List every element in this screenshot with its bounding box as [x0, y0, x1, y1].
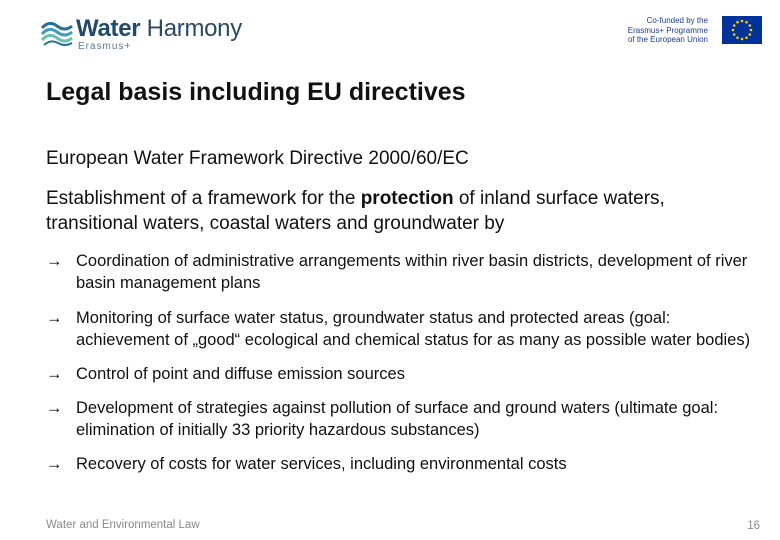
intro-text-start: Establishment of a framework for the — [46, 188, 361, 209]
bullet-item — [46, 250, 756, 294]
bullet-text: Monitoring of surface water status, groundwater status and protected areas (goal: achievement of „good“ ecological and chemical status for as many as possible water bodies) — [76, 309, 751, 349]
page-number: 16 — [747, 520, 760, 532]
eu-text-line-3: of the European Union — [627, 35, 708, 44]
logo-title — [76, 16, 242, 42]
bullet-list — [46, 250, 756, 475]
eu-cofunded-text — [628, 16, 708, 45]
water-waves-icon — [40, 18, 74, 48]
bullet-text: Control of point and diffuse emission sources — [76, 365, 405, 383]
eu-text-line-1: Co-funded by the — [646, 16, 708, 25]
eu-cofunded-logo — [622, 16, 762, 46]
arrow-icon: → — [46, 365, 63, 383]
logo-subtitle: Erasmus+ — [78, 41, 132, 52]
arrow-icon: → — [46, 309, 63, 327]
footer-course-name: Water and Environmental Law — [46, 519, 200, 531]
eu-text-line-2: Erasmus+ Programme — [627, 25, 708, 35]
water-harmony-logo — [40, 14, 240, 50]
arrow-icon: → — [46, 399, 63, 417]
intro-text-end: of inland surface waters, transitional waters, coastal waters and groundwater by — [46, 188, 665, 234]
intro-text-bold: protection — [360, 188, 454, 209]
bullet-text: Development of strategies against pollution of surface and ground waters (ultimate goal: elimination of initially 33 priority hazardous substances) — [76, 399, 719, 439]
slide-title: Legal basis including EU directives — [46, 78, 466, 106]
eu-flag-icon — [722, 16, 762, 44]
logo-word-harmony: Harmony — [146, 15, 242, 42]
bullet-text: Recovery of costs for water services, including environmental costs — [76, 455, 567, 473]
bullet-item — [46, 453, 756, 475]
logo-word-water: Water — [76, 15, 141, 42]
bullet-text: Coordination of administrative arrangements within river basin districts, development of river basin management plans — [76, 252, 748, 292]
arrow-icon: → — [46, 252, 63, 270]
slide-subtitle: European Water Framework Directive 2000/60/EC — [46, 148, 469, 169]
bullet-item — [46, 363, 756, 385]
bullet-item — [46, 397, 756, 441]
bullet-item — [46, 307, 756, 351]
intro-paragraph — [46, 186, 746, 236]
arrow-icon: → — [46, 455, 63, 473]
